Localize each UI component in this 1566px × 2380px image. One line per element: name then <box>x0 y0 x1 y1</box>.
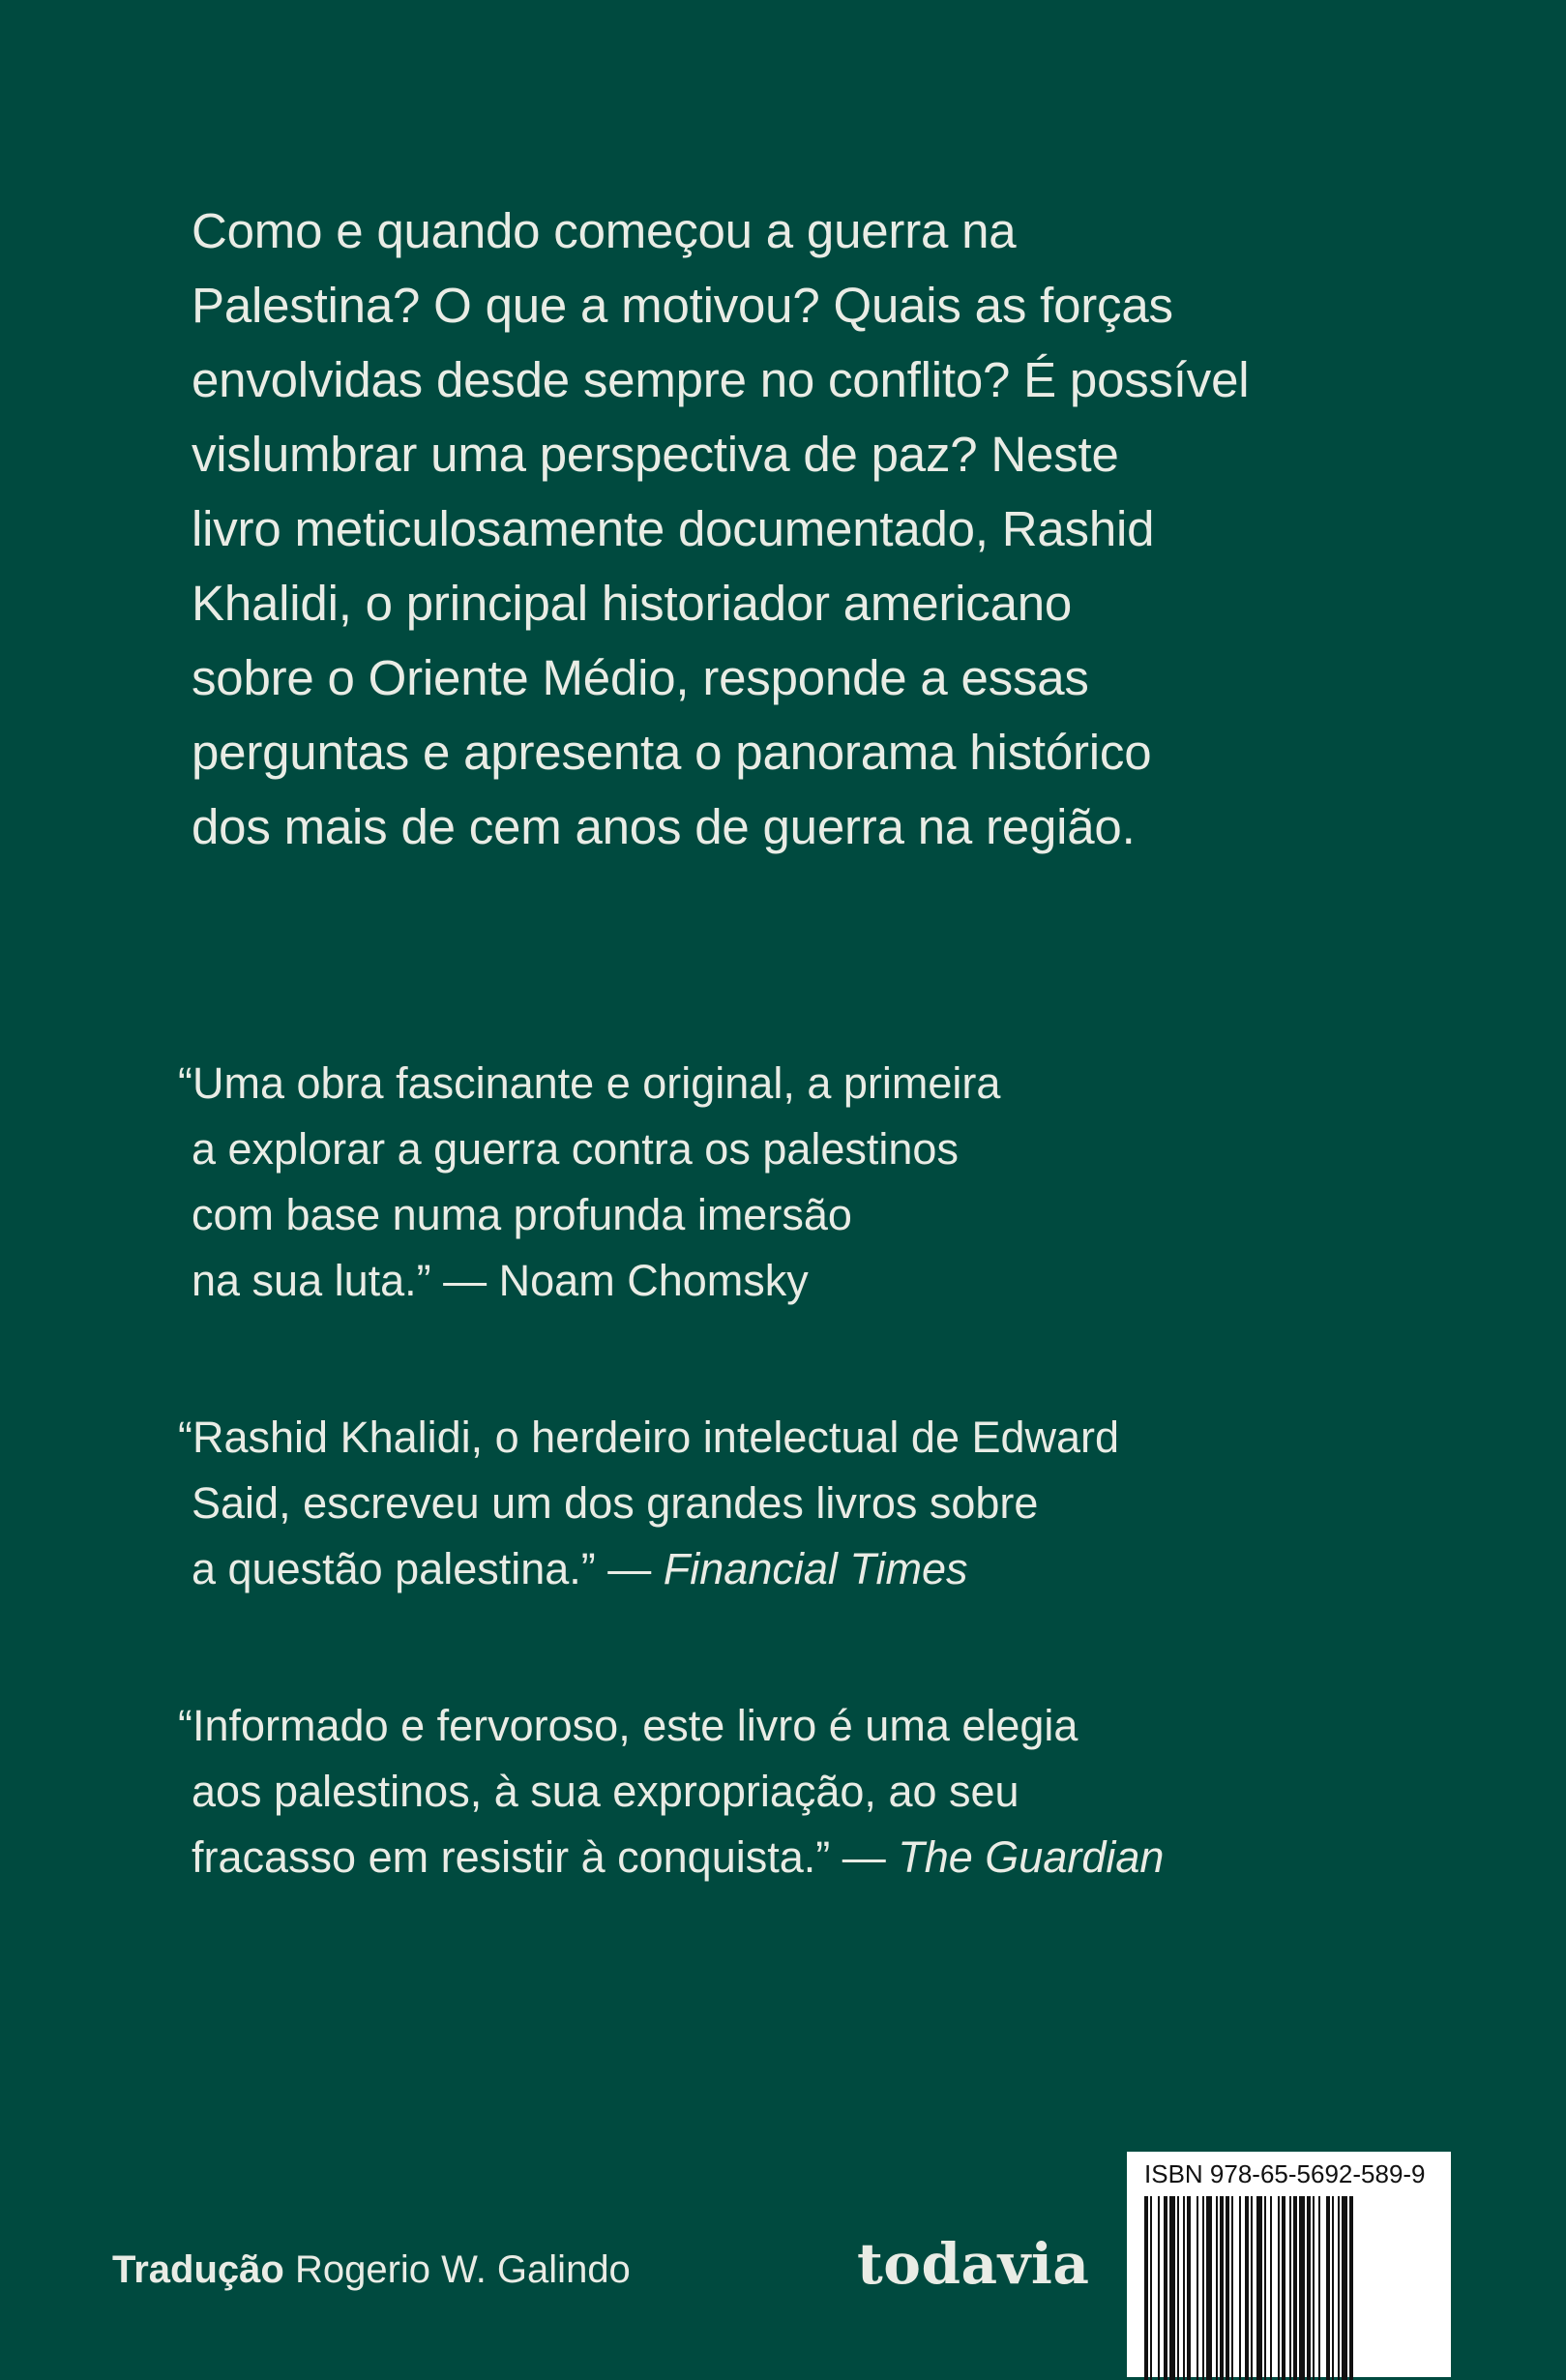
blurb-line: com base numa profunda imersão <box>192 1190 852 1239</box>
blurb-line <box>178 1536 1377 1602</box>
barcode-bar <box>1282 2196 1285 2380</box>
synopsis-line: perguntas e apresenta o panorama histórico <box>192 725 1152 780</box>
isbn-number: ISBN 978-65-5692-589-9 <box>1144 2159 1426 2188</box>
blurb-line-text: fracasso em resistir à conquista.” — <box>192 1832 899 1882</box>
synopsis-line: Khalidi, o principal historiador americano <box>192 576 1073 631</box>
synopsis-line: Como e quando começou a guerra na <box>192 203 1017 258</box>
barcode-bar <box>1183 2196 1185 2380</box>
barcode-bar <box>1293 2196 1297 2380</box>
translation-label: Tradução <box>112 2248 284 2291</box>
barcode-bar <box>1187 2196 1191 2380</box>
barcode-bar <box>1251 2196 1253 2380</box>
synopsis-line: dos mais de cem anos de guerra na região. <box>192 799 1136 854</box>
barcode-bar <box>1264 2196 1266 2380</box>
blurb-chomsky <box>178 1051 1377 1314</box>
barcode-bar <box>1245 2196 1249 2380</box>
synopsis-line: livro meticulosamente documentado, Rashid <box>192 501 1155 556</box>
synopsis-line: envolvidas desde sempre no conflito? É possível <box>192 352 1250 407</box>
blurb-line <box>178 1825 1377 1890</box>
barcode-bar <box>1169 2196 1175 2380</box>
translator-name: Rogerio W. Galindo <box>294 2248 631 2291</box>
blurb-line: “Informado e fervoroso, este livro é uma elegia <box>178 1701 1078 1750</box>
barcode-bar <box>1299 2196 1305 2380</box>
blurb-line-text: a questão palestina.” — <box>192 1544 664 1593</box>
barcode-bar <box>1313 2196 1315 2380</box>
barcode-bar <box>1158 2196 1160 2380</box>
barcode-bar <box>1226 2196 1229 2380</box>
blurb-source: The Guardian <box>898 1832 1165 1882</box>
barcode-bar <box>1256 2196 1262 2380</box>
barcode-bar <box>1144 2196 1148 2380</box>
barcode-bar <box>1278 2196 1280 2380</box>
synopsis-text <box>192 193 1391 864</box>
barcode-bar <box>1216 2196 1218 2380</box>
synopsis-line: sobre o Oriente Médio, responde a essas <box>192 650 1089 705</box>
blurb-the-guardian <box>178 1693 1377 1890</box>
barcode-bar <box>1342 2196 1347 2380</box>
barcode-bar <box>1318 2196 1320 2380</box>
barcode-bar <box>1164 2196 1167 2380</box>
barcode-bar <box>1202 2196 1204 2380</box>
blurb-line: Said, escreveu um dos grandes livros sobre <box>192 1478 1039 1528</box>
blurb-financial-times <box>178 1405 1377 1602</box>
barcode-bar <box>1197 2196 1198 2380</box>
blurb-line: aos palestinos, à sua expropriação, ao seu <box>192 1767 1019 1816</box>
barcode-bar <box>1332 2196 1334 2380</box>
barcode-bar <box>1326 2196 1330 2380</box>
blurb-source: Financial Times <box>663 1544 968 1593</box>
synopsis-line: vislumbrar uma perspectiva de paz? Neste <box>192 427 1119 482</box>
barcode-bar <box>1307 2196 1311 2380</box>
blurb-line: “Rashid Khalidi, o herdeiro intelectual de Edward <box>178 1413 1120 1462</box>
barcode-bar <box>1177 2196 1179 2380</box>
barcode-icon <box>1144 2196 1434 2380</box>
isbn-barcode <box>1127 2152 1451 2377</box>
barcode-bar <box>1289 2196 1291 2380</box>
publisher-logo: todavia <box>857 2231 1090 2297</box>
blurb-line: na sua luta.” — Noam Chomsky <box>192 1256 809 1305</box>
blurb-line: a explorar a guerra contra os palestinos <box>192 1124 959 1174</box>
barcode-bar <box>1150 2196 1152 2380</box>
barcode-bar <box>1231 2196 1233 2380</box>
barcode-bar <box>1349 2196 1353 2380</box>
blurb-line: “Uma obra fascinante e original, a primeira <box>178 1058 1001 1108</box>
barcode-bar <box>1206 2196 1212 2380</box>
barcode-bar <box>1239 2196 1241 2380</box>
barcode-bar <box>1270 2196 1272 2380</box>
translation-credit <box>112 2241 631 2299</box>
barcode-bar <box>1220 2196 1224 2380</box>
barcode-bar <box>1338 2196 1340 2380</box>
synopsis-line: Palestina? O que a motivou? Quais as forças <box>192 278 1173 333</box>
